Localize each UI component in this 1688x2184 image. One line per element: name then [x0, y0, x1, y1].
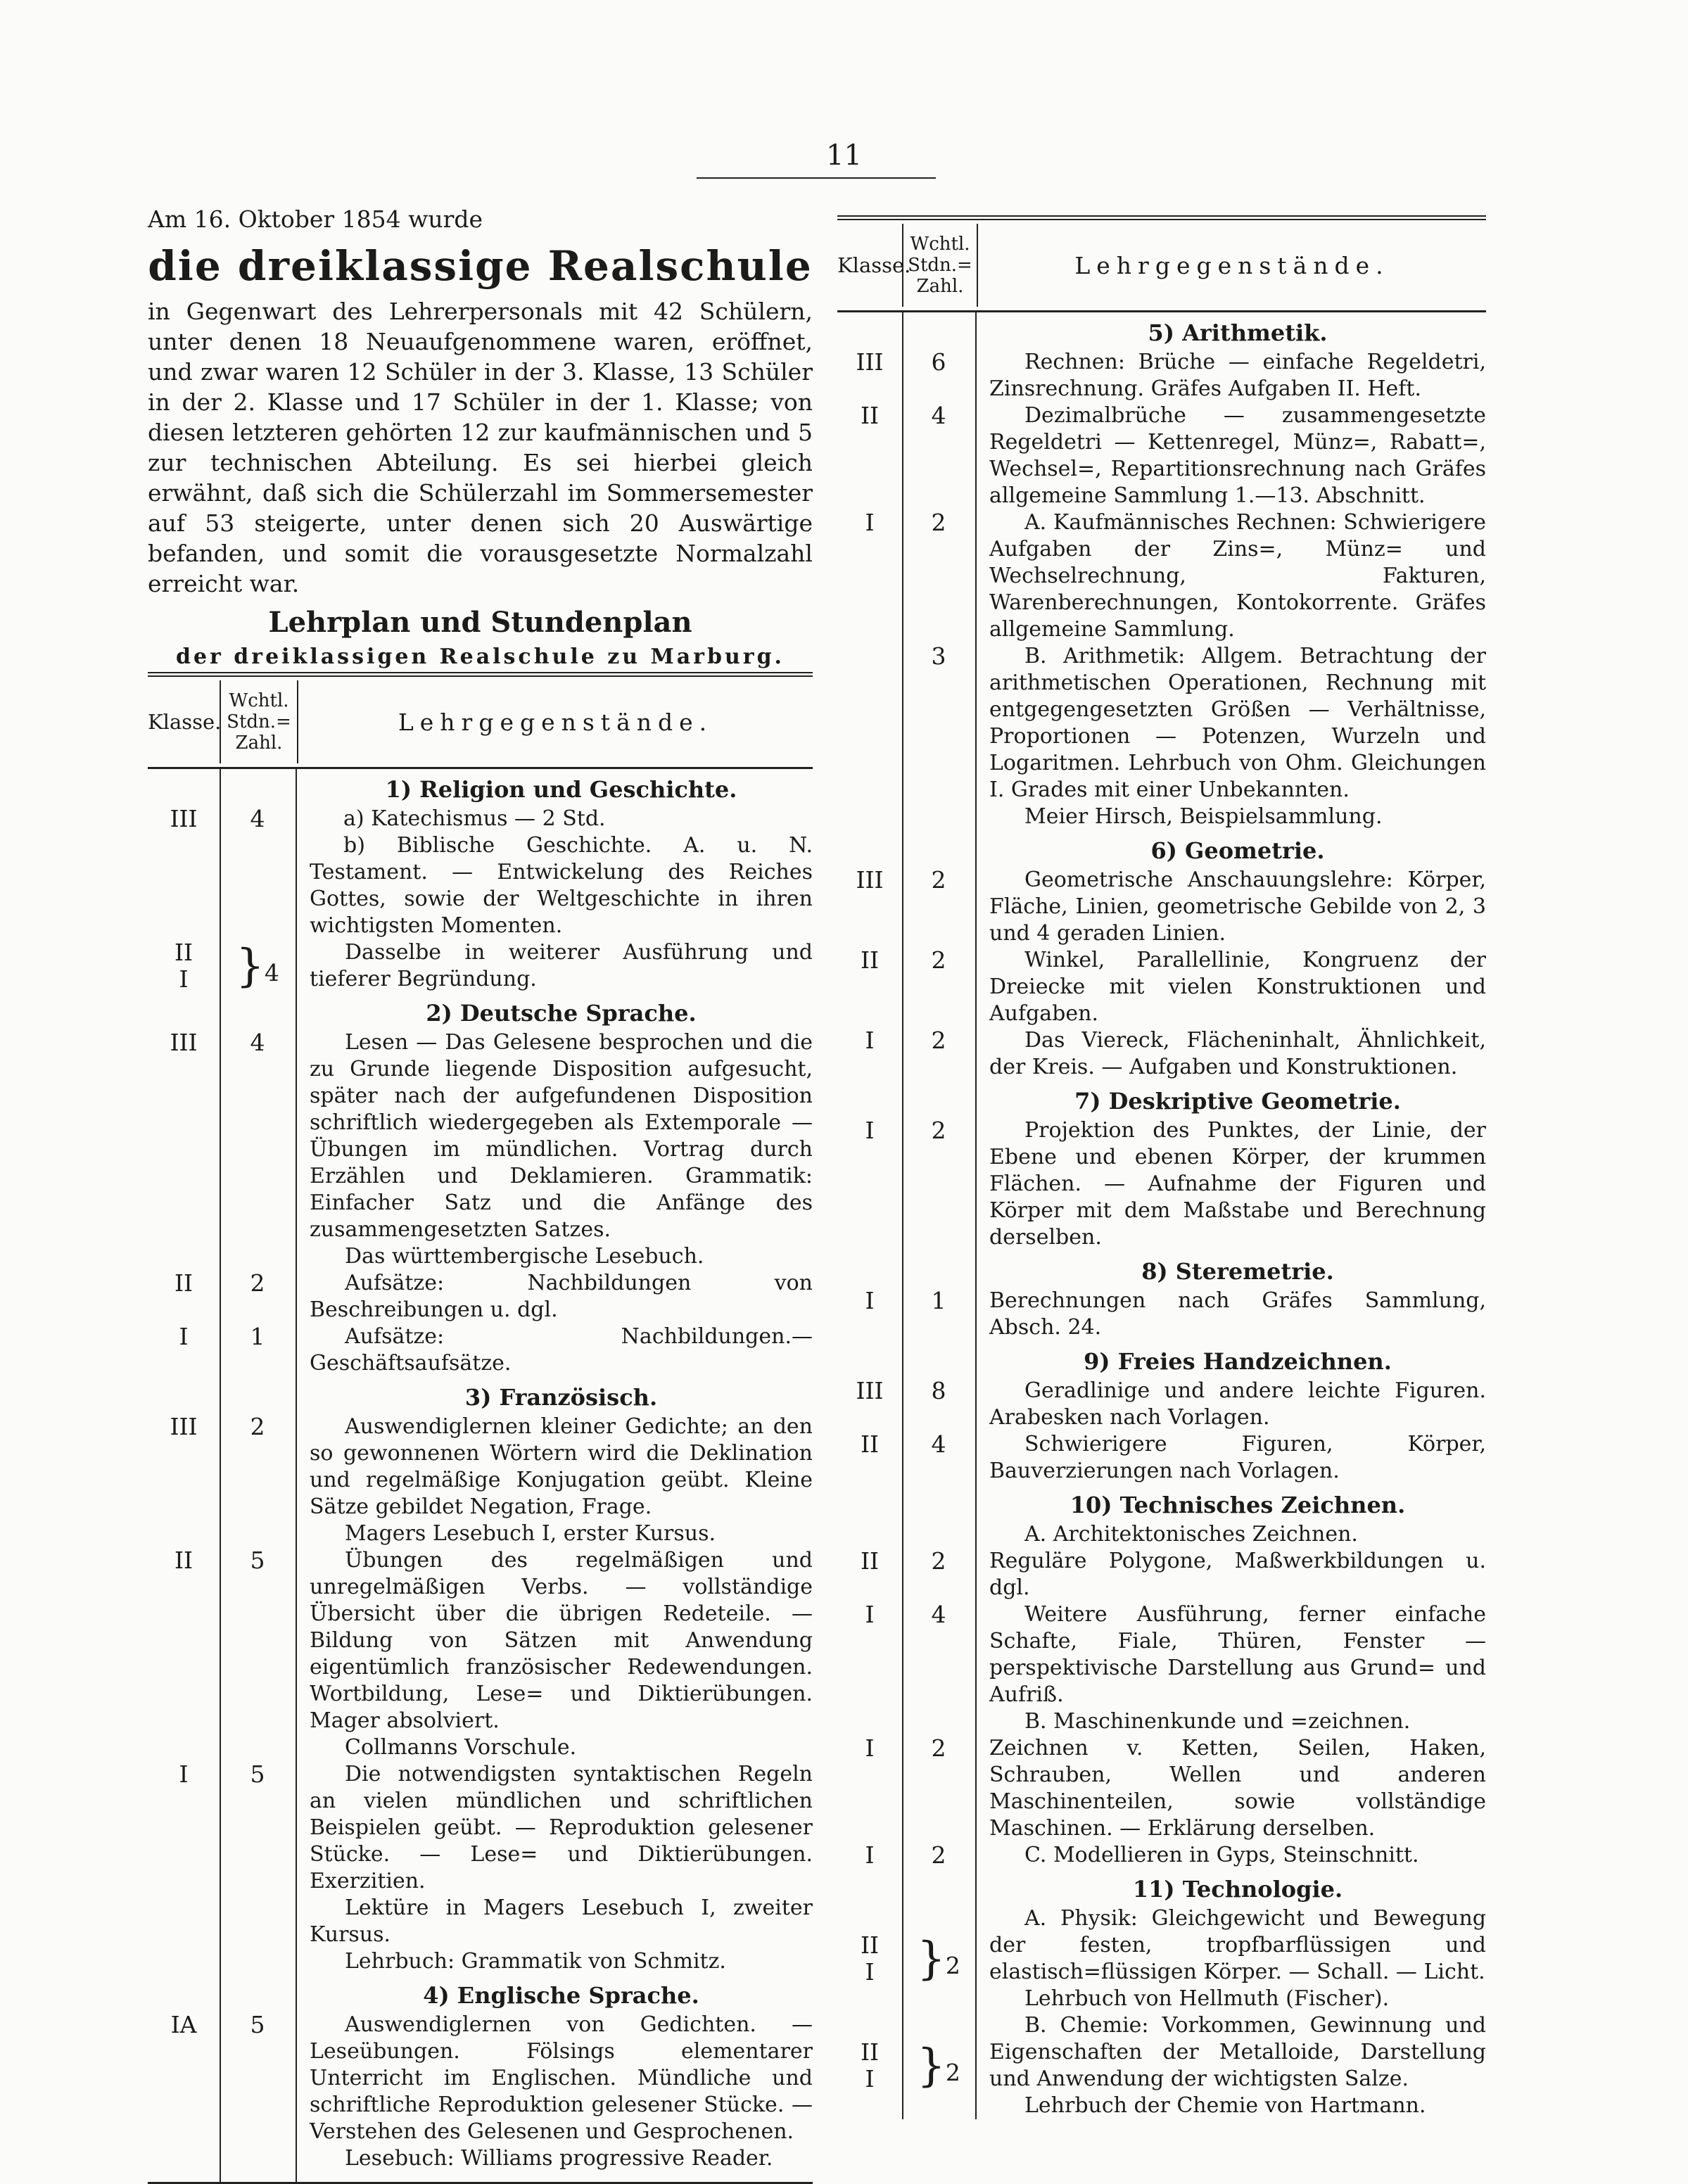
table-row [837, 2012, 1486, 2119]
stunden-cell: 1 [931, 1287, 946, 1314]
subject-cell [296, 2012, 813, 2172]
subject-text: Reguläre Polygone, Maßwerkbildungen u. dgl. [989, 1549, 1486, 1600]
header-stunden [902, 224, 978, 307]
subject-text: Lektüre in Magers Lesebuch I, zweiter Kursus. [310, 1896, 813, 1947]
klasse-cell: I [865, 1734, 875, 1762]
table-row [148, 806, 813, 939]
stunden-cell [902, 1905, 975, 2012]
klasse-cell: III [170, 1029, 198, 1056]
header-stunden-1: Wchtl. [910, 234, 970, 255]
table-row [837, 1117, 1486, 1251]
klasse-cell: III [856, 1377, 884, 1404]
subject-text: Weitere Ausführung, ferner einfache Schafte, Fiale, Thüren, Fenster — perspektivische Darstellung aus Grund= und Aufriß. [989, 1602, 1486, 1707]
stunden-cell: 5 [250, 2011, 265, 2038]
table-row [837, 867, 1486, 947]
subject-text: Die notwendigsten syntaktischen Regeln an vielen mündlichen und schriftlichen Beispielen geübt. — Reproduktion gelesener Stücke. — Lese= und Diktierübungen. Exerzitien. [310, 1762, 813, 1893]
subject-text: Geometrische Anschauungslehre: Körper, Fläche, Linien, geometrische Gebilde von 2, 3 und 4 geraden Linien. [989, 868, 1486, 946]
stunden-cell: 2 [931, 1117, 946, 1144]
stunden-cell: 2 [931, 1841, 946, 1869]
subject-text: Auswendiglernen von Gedichten. — Leseübungen. Fölsings elementarer Unterricht im Englischen. Mündliche und schriftliche Reproduktion gelesener Stücke. — Verstehen des Gelesenen und Gesprochenen. [310, 2012, 813, 2144]
stunden-cell: 4 [931, 1430, 946, 1458]
subject-text: A. Physik: Gleichgewicht und Bewegung der festen, tropfbarflüssigen und elastisch=flüssigen Körper. — Schall. — Licht. [989, 1906, 1486, 1984]
section-title: 3) Französisch. [464, 1384, 658, 1411]
subject-text: Das württembergische Lesebuch. [345, 1244, 704, 1269]
stunden-cell [902, 2012, 975, 2119]
subject-text: B. Arithmetik: Allgem. Betrachtung der arithmetischen Operationen, Rechnung mit entgegengesetzten Größen — Verhältnisse, Proportionen — Potenzen, Wurzeln und Logaritmen. Lehrbuch von Ohm. Gleichungen I. Grades mit einer Unbekannten. [989, 644, 1486, 802]
brace-glyph: } [917, 2040, 946, 2092]
klasse-cell [837, 1905, 902, 2012]
header-stunden-3: Zahl. [916, 276, 964, 297]
subject-cell [296, 1029, 813, 1270]
klasse-cell: II [860, 402, 880, 429]
table-row [148, 1270, 813, 1323]
table-header-left [148, 672, 813, 769]
right-column [837, 215, 1486, 2119]
klasse-cell [837, 643, 902, 830]
table-header-right [837, 215, 1486, 312]
subject-text: Lesebuch: Williams progressive Reader. [345, 2146, 773, 2171]
klasse-value: II [174, 939, 193, 966]
klasse-cell: II [174, 1547, 193, 1574]
column-divider [975, 312, 977, 2119]
subject-text: Aufsätze: Nachbildungen.—Geschäftsaufsätze. [310, 1324, 813, 1376]
klasse-cell: I [179, 1760, 189, 1788]
stunden-cell: 2 [250, 1269, 265, 1297]
subject-text: Meier Hirsch, Beispielsammlung. [1024, 804, 1383, 829]
subject-text: Das Viereck, Flächeninhalt, Ähnlichkeit, der Kreis. — Aufgaben und Konstruktionen. [989, 1028, 1486, 1079]
klasse-value: I [865, 2065, 875, 2093]
table-row [837, 1378, 1486, 1431]
column-divider [902, 312, 903, 2119]
subject-text: Lehrbuch: Grammatik von Schmitz. [345, 1949, 726, 1974]
subject-cell [975, 2012, 1486, 2119]
subject-text: Auswendiglernen kleiner Gedichte; an den so gewonnenen Wörtern wird die Deklination und regelmäßige Konjugation geübt. Kleine Sätze gebildet Negation, Frage. [310, 1414, 813, 1519]
subject-text: Collmanns Vorschule. [345, 1735, 577, 1760]
header-stunden-2: Stdn.= [908, 255, 972, 276]
subject-text: Übungen des regelmäßigen und unregelmäßigen Verbs. — vollständige Übersicht über die übrigen Redeteile. — Bildung von Sätzen mit Anwendung eigentümlich französischer Redewendungen. Wortbildung, Lese= und Diktierübungen. Mager absolviert. [310, 1548, 813, 1733]
subject-text: Lehrbuch von Hellmuth (Fischer). [1024, 1986, 1390, 2011]
stunden-cell: 6 [931, 348, 946, 376]
stunden-cell: 8 [931, 1377, 946, 1404]
left-column [148, 204, 813, 2184]
intro-title: die dreiklassige Realschule [148, 242, 813, 290]
subject-text: Dezimalbrüche — zusammengesetzte Regeldetri — Kettenregel, Münz=, Rabatt=, Wechsel=, Repartitionsrechnung nach Gräfes allgemeine Sammlung 1.—13. Abschnitt. [989, 403, 1486, 508]
subject-text: Winkel, Parallellinie, Kongruenz der Dreiecke mit vielen Konstruktionen und Aufgaben. [989, 948, 1486, 1026]
subject-text: Lesen — Das Gelesene besprochen und die zu Grunde liegende Disposition aufgesucht, später nach der aufgefundenen Disposition schriftlich wiedergegeben als Extemporale — Übungen im mündlichen. Vortrag durch Erzählen und Deklamieren. Grammatik: Einfacher Satz und die Anfänge des zusammengesetzten Satzes. [310, 1030, 813, 1242]
subject-text: C. Modellieren in Gyps, Steinschnitt. [1024, 1843, 1419, 1867]
table-body-right [837, 312, 1486, 2119]
klasse-cell [148, 939, 220, 993]
table-row [837, 1842, 1486, 1869]
table-row [148, 1414, 813, 1547]
table-row [837, 1431, 1486, 1485]
stunden-cell: 5 [250, 1760, 265, 1788]
subject-text: Schwierigere Figuren, Körper, Bauverzierungen nach Vorlagen. [989, 1432, 1486, 1483]
klasse-cell: I [865, 509, 875, 536]
intro-paragraph: in Gegenwart des Lehrerpersonals mit 42 Schülern, unter denen 18 Neuaufgenommene waren, eröffnet, und zwar waren 12 Schüler in der 3. Klasse, 13 Schüler in der 2. Klasse und 17 Schüler in der 1. Klasse; von diesen letzteren gehörten 12 zur kaufmännischen und 5 zur technischen Abteilung. Es sei hierbei gleich erwähnt, daß sich die Schülerzahl im Sommersemester auf 53 steigerte, unter denen sich 20 Auswärtige befanden, und somit die vorausgesetzte Normalzahl erreicht war. [148, 298, 813, 597]
section-title: 1) Religion und Geschichte. [385, 776, 737, 803]
klasse-cell: I [865, 1027, 875, 1054]
klasse-cell: I [179, 1323, 189, 1350]
subject-text: B. Chemie: Vorkommen, Gewinnung und Eigenschaften der Metalloide, Darstellung und Anwendung der wichtigsten Salze. [989, 2013, 1486, 2091]
subject-cell [296, 1414, 813, 1547]
table-row [148, 1547, 813, 1761]
section-title: 2) Deutsche Sprache. [426, 1000, 697, 1027]
header-stunden [220, 680, 298, 763]
table-row [837, 1735, 1486, 1842]
stunden-cell: 1 [250, 1323, 265, 1350]
stunden-cell: 2 [250, 1413, 265, 1440]
section-title: 5) Arithmetik. [1148, 319, 1328, 346]
header-klasse: Klasse. [148, 710, 222, 734]
table-row [837, 509, 1486, 643]
table-row [837, 947, 1486, 1027]
table-row [837, 1905, 1486, 2012]
klasse-cell: II [860, 946, 880, 974]
brace-glyph: } [917, 1933, 946, 1985]
klasse-cell: I [865, 1287, 875, 1314]
klasse-value: II [860, 1931, 880, 1959]
subsection-title: A. Architektonisches Zeichnen. [1024, 1522, 1358, 1547]
section-title: 8) Steremetrie. [1141, 1258, 1334, 1285]
stunden-cell: 4 [250, 805, 265, 832]
subject-text: a) Katechismus — 2 Std. [343, 806, 606, 831]
header-klasse: Klasse. [837, 253, 911, 277]
table-row [148, 1323, 813, 1377]
header-stunden-1: Wchtl. [229, 690, 289, 711]
section-title: 10) Technisches Zeichnen. [1070, 1492, 1406, 1518]
stunden-cell: 2 [931, 1547, 946, 1575]
klasse-cell: II [860, 1430, 880, 1458]
klasse-value: I [865, 1958, 875, 1986]
stunden-cell: 2 [931, 1027, 946, 1054]
table-row [837, 1288, 1486, 1341]
table-row [837, 1548, 1486, 1601]
subject-text: Geradlinige und andere leichte Figuren. Arabesken nach Vorlagen. [989, 1378, 1486, 1430]
klasse-cell: III [856, 866, 884, 894]
klasse-cell: IA [170, 2011, 197, 2038]
stunden-value: 2 [945, 2059, 960, 2086]
table-row [837, 1601, 1486, 1708]
intro-date-line: Am 16. Oktober 1854 wurde [148, 205, 483, 233]
subject-cell [296, 1761, 813, 1975]
section-title: 6) Geometrie. [1150, 837, 1325, 864]
column-divider [220, 769, 221, 2182]
subject-text: Lehrbuch der Chemie von Hartmann. [1024, 2093, 1426, 2118]
table-row [837, 402, 1486, 509]
header-lehrgegenstaende: Lehrgegenstände. [398, 708, 713, 736]
subject-text: b) Biblische Geschichte. A. u. N. Testament. — Entwickelung des Reiches Gottes, sowie der Weltgeschichte in ihren wichtigsten Momenten. [310, 833, 813, 938]
subject-text: Rechnen: Brüche — einfache Regeldetri, Zinsrechnung. Gräfes Aufgaben II. Heft. [989, 350, 1486, 401]
section-title: 9) Freies Handzeichnen. [1084, 1348, 1392, 1375]
subject-cell [975, 1905, 1486, 2012]
subject-text: A. Kaufmännisches Rechnen: Schwierigere Aufgaben der Zins=, Münz= und Wechselrechnung, Fakturen, Warenberechnungen, Kontokorrente. Gräfes allgemeine Sammlung. [989, 510, 1486, 642]
klasse-cell: III [170, 805, 198, 832]
column-divider [296, 769, 297, 2182]
subject-text: Berechnungen nach Gräfes Sammlung, Absch. 24. [989, 1288, 1486, 1340]
stunden-cell: 3 [931, 642, 946, 670]
stunden-cell: 2 [931, 1734, 946, 1762]
stunden-cell: 4 [931, 402, 946, 429]
plan-subtitle: der dreiklassigen Realschule zu Marburg. [175, 645, 785, 669]
table-row [148, 939, 813, 993]
klasse-cell: II [860, 1547, 880, 1575]
klasse-cell: III [170, 1413, 198, 1440]
header-lehrgegenstaende: Lehrgegenstände. [1074, 251, 1390, 279]
stunden-cell: 2 [931, 509, 946, 536]
klasse-cell: I [865, 1601, 875, 1628]
section-title: 4) Englische Sprache. [423, 1982, 699, 2009]
klasse-cell: II [174, 1269, 193, 1297]
stunden-cell: 2 [931, 866, 946, 894]
klasse-cell [837, 2012, 902, 2119]
klasse-value: II [860, 2038, 880, 2066]
subject-cell [296, 1547, 813, 1761]
klasse-cell: I [865, 1117, 875, 1144]
stunden-cell: 4 [931, 1601, 946, 1628]
subject-text: Aufsätze: Nachbildungen von Beschreibungen u. dgl. [310, 1271, 813, 1322]
subject-text: Projektion des Punktes, der Linie, der Ebene und ebenen Körper, der krummen Flächen. — Aufnahme der Figuren und Körper mit dem Maßstabe und Berechnung derselben. [989, 1118, 1486, 1250]
subject-cell [296, 806, 813, 939]
klasse-cell: III [856, 348, 884, 376]
header-stunden-3: Zahl. [235, 732, 283, 754]
subject-text: Dasselbe in weiterer Ausführung und tieferer Begründung. [310, 940, 813, 991]
stunden-cell: 5 [250, 1547, 265, 1574]
stunden-value: 2 [945, 1952, 960, 1979]
table-row [837, 1027, 1486, 1081]
table-body-left [148, 769, 813, 2182]
table-row [148, 1761, 813, 1975]
subject-text: Magers Lesebuch I, erster Kursus. [345, 1521, 716, 1546]
table-row [837, 349, 1486, 402]
subject-cell [975, 643, 1486, 830]
brace-glyph: } [236, 940, 265, 992]
stunden-cell [220, 939, 296, 993]
subsection-title: B. Maschinenkunde und =zeichnen. [1024, 1709, 1411, 1734]
stunden-cell: 2 [931, 946, 946, 974]
section-title: 7) Deskriptive Geometrie. [1074, 1088, 1401, 1115]
page-number: 11 [826, 139, 862, 172]
subject-text: Zeichnen v. Ketten, Seilen, Haken, Schrauben, Wellen und anderen Maschinenteilen, sowie vollständige Maschinen. — Erklärung derselben. [989, 1736, 1486, 1841]
table-row [148, 2012, 813, 2172]
stunden-value: 4 [264, 959, 279, 986]
page-number-rule [697, 177, 936, 179]
table-row [837, 643, 1486, 830]
header-stunden-2: Stdn.= [227, 711, 291, 732]
table-row [148, 1029, 813, 1270]
section-title: 11) Technologie. [1132, 1876, 1343, 1903]
stunden-cell: 4 [250, 1029, 265, 1056]
plan-title: Lehrplan und Stundenplan [268, 606, 692, 639]
klasse-value: I [179, 965, 189, 993]
klasse-cell: I [865, 1841, 875, 1869]
